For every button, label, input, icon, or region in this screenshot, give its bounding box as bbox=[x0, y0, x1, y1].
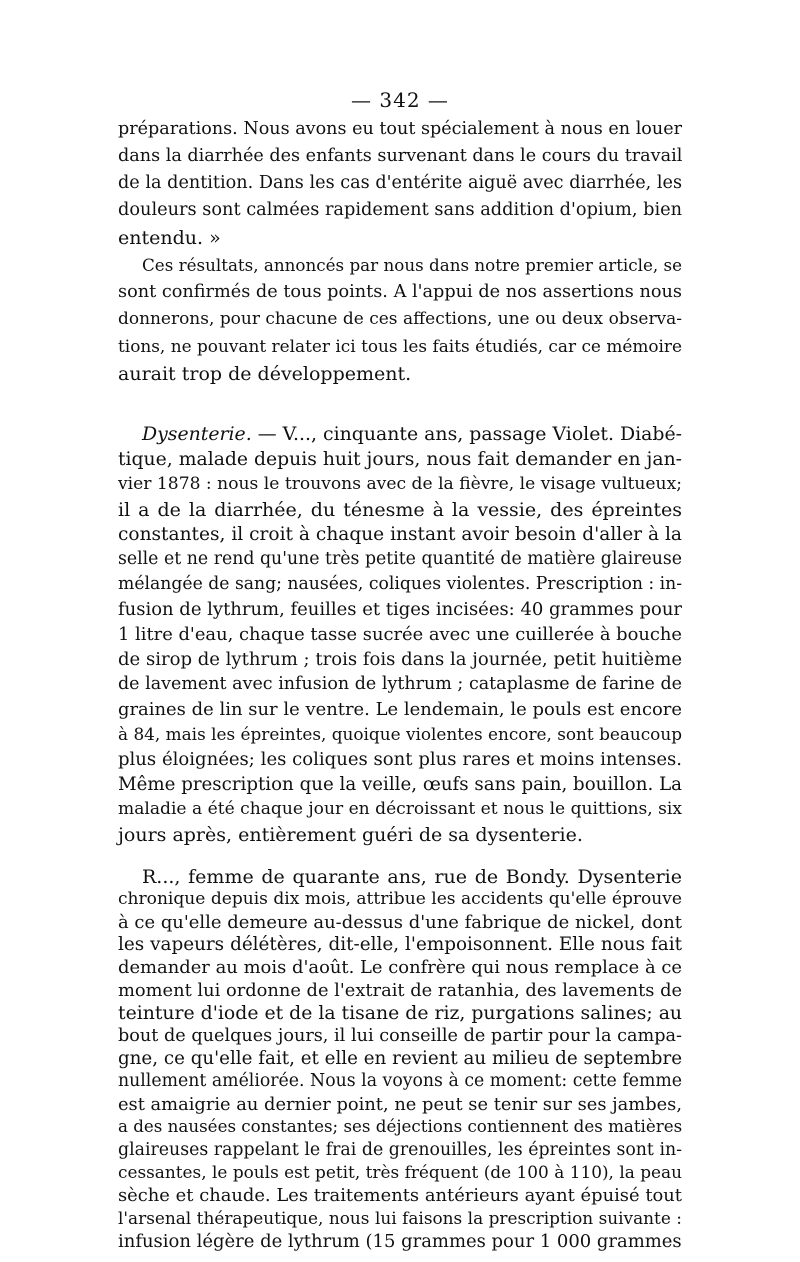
text-line: plus éloignées; les coliques sont plus rares et moins intenses. bbox=[118, 749, 682, 770]
text-line: est amaigrie au dernier point, ne peut se tenir sur ses jambes, bbox=[118, 1094, 682, 1115]
text-line: Ces résultats, annoncés par nous dans notre premier article, se bbox=[142, 255, 683, 275]
text-line: de sirop de lythrum ; trois fois dans la journée, petit huitième bbox=[118, 649, 682, 670]
text-line: les vapeurs délétères, dit-elle, l'empoisonnent. Elle nous fait bbox=[118, 934, 682, 955]
text-line: R..., femme de quarante ans, rue de Bondy. Dysenterie bbox=[142, 866, 682, 888]
text-line: nullement améliorée. Nous la voyons à ce moment: cette femme bbox=[118, 1071, 682, 1091]
text-line: chronique depuis dix mois, attribue les accidents qu'elle éprouve bbox=[118, 889, 682, 909]
text-line: sèche et chaude. Les traitements antérieurs ayant épuisé tout bbox=[118, 1185, 682, 1206]
text-line: maladie a été chaque jour en décroissant et nous le quittions, six bbox=[118, 799, 682, 819]
text-line: préparations. Nous avons eu tout spécialement à nous en louer bbox=[118, 119, 682, 139]
text-line: fusion de lythrum, feuilles et tiges incisées: 40 grammes pour bbox=[118, 599, 682, 620]
text-line: aurait trop de développement. bbox=[118, 363, 412, 385]
text-line: de lavement avec infusion de lythrum ; cataplasme de farine de bbox=[118, 674, 682, 694]
text-line: à ce qu'elle demeure au-dessus d'une fabrique de nickel, dont bbox=[118, 912, 682, 933]
text-line: selle et ne rend qu'une très petite quantité de matière glaireuse bbox=[118, 549, 682, 569]
text-line: tique, malade depuis huit jours, nous fait demander en jan- bbox=[118, 449, 682, 470]
text-line bbox=[142, 425, 682, 444]
text-line: l'arsenal thérapeutique, nous lui faisons la prescription suivante : bbox=[118, 1208, 682, 1228]
text-line: demander au mois d'août. Le confrère qui nous remplace à ce bbox=[118, 957, 682, 978]
text-line: teinture d'iode et de la tisane de riz, purgations salines; au bbox=[118, 1003, 683, 1024]
text-line: 1 litre d'eau, chaque tasse sucrée avec une cuillerée à bouche bbox=[118, 624, 682, 645]
text-line: gne, ce qu'elle fait, et elle en revient au milieu de septembre bbox=[118, 1048, 682, 1069]
text-line: constantes, il croit à chaque instant avoir besoin d'aller à la bbox=[118, 524, 682, 545]
text-line: bout de quelques jours, il lui conseille de partir pour la campa- bbox=[118, 1026, 682, 1046]
text-line: de la dentition. Dans les cas d'entérite aiguë avec diarrhée, les bbox=[118, 173, 682, 193]
section-heading: Dysenterie. bbox=[142, 423, 252, 445]
text-line: douleurs sont calmées rapidement sans addition d'opium, bien bbox=[118, 200, 683, 220]
page-number: — 342 — bbox=[351, 88, 449, 112]
text-line: dans la diarrhée des enfants survenant dans le cours du travail bbox=[118, 146, 683, 166]
text-line: donnerons, pour chacune de ces affections, une ou deux observa- bbox=[118, 309, 682, 329]
text-line: mélangée de sang; nausées, coliques violentes. Prescription : in- bbox=[118, 574, 683, 594]
text-line: glaireuses rappelant le frai de grenouilles, les épreintes sont in- bbox=[118, 1140, 682, 1160]
text-fragment: — V..., cinquante ans, passage Violet. Diabé- bbox=[251, 423, 682, 445]
text-line: entendu. » bbox=[118, 227, 221, 249]
text-line: jours après, entièrement guéri de sa dysenterie. bbox=[118, 824, 583, 846]
text-line: cessantes, le pouls est petit, très fréquent (de 100 à 110), la peau bbox=[118, 1162, 682, 1182]
text-line: sont confirmés de tous points. A l'appui de nos assertions nous bbox=[118, 282, 682, 302]
text-line: Même prescription que la veille, œufs sans pain, bouillon. La bbox=[118, 774, 682, 795]
text-line: a des nausées constantes; ses déjections contiennent des matières bbox=[118, 1117, 683, 1136]
text-line: infusion légère de lythrum (15 grammes pour 1 000 grammes bbox=[118, 1231, 682, 1252]
text-line: il a de la diarrhée, du ténesme à la vessie, des épreintes bbox=[118, 499, 682, 521]
text-line: graines de lin sur le ventre. Le lendemain, le pouls est encore bbox=[118, 699, 682, 720]
text-line: moment lui ordonne de l'extrait de ratanhia, des lavements de bbox=[118, 980, 683, 1001]
text-line: à 84, mais les épreintes, quoique violentes encore, sont beaucoup bbox=[118, 724, 682, 744]
text-line: vier 1878 : nous le trouvons avec de la fièvre, le visage vultueux; bbox=[118, 474, 682, 494]
text-line: tions, ne pouvant relater ici tous les faits étudiés, car ce mémoire bbox=[118, 336, 682, 356]
